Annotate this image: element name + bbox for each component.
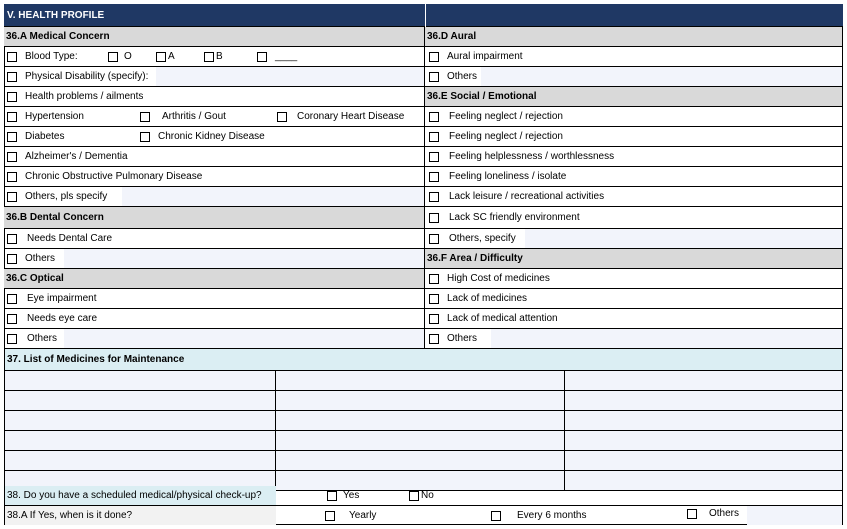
physical-disability-row: Physical Disability (specify):: [4, 67, 425, 87]
title-divider: [425, 4, 426, 27]
social-item-1-checkbox[interactable]: [429, 112, 439, 122]
medicine-cell[interactable]: [276, 391, 565, 410]
medical-concern-header: 36.A Medical Concern: [4, 27, 425, 47]
diabetes-row: Diabetes Chronic Kidney Disease: [4, 127, 425, 147]
optical-others-checkbox[interactable]: [7, 334, 17, 344]
blood-type-other-checkbox[interactable]: [257, 52, 267, 62]
blood-type-other-blank[interactable]: ____: [275, 51, 298, 62]
medicine-cell[interactable]: [5, 431, 276, 450]
dental-others-input[interactable]: [64, 249, 424, 268]
area-others-row: Others: [425, 329, 843, 349]
medicine-cell[interactable]: [565, 371, 842, 390]
medicine-cell[interactable]: [276, 431, 565, 450]
medical-others-row: Others, pls specify: [4, 187, 425, 207]
physical-disability-checkbox[interactable]: [7, 72, 17, 82]
checkup-others-input[interactable]: [747, 506, 842, 525]
social-item-5-checkbox[interactable]: [429, 192, 439, 202]
medicine-cell[interactable]: [565, 431, 842, 450]
area-item-2: Lack of medicines: [425, 289, 843, 309]
optical-others-row: Others: [4, 329, 425, 349]
aural-others-row: Others: [425, 67, 843, 87]
social-item-3: Feeling helplessness / worthlessness: [425, 147, 843, 167]
coronary-checkbox[interactable]: [277, 112, 287, 122]
copd-row: Chronic Obstructive Pulmonary Disease: [4, 167, 425, 187]
medicine-row: [4, 431, 843, 451]
checkup-when-question: 38.A If Yes, when is it done?: [7, 510, 133, 521]
social-others-row: Others, specify: [425, 229, 843, 249]
medicine-cell[interactable]: [276, 371, 565, 390]
dental-concern-header: 36.B Dental Concern: [4, 207, 425, 229]
social-emotional-header: 36.E Social / Emotional: [425, 87, 843, 107]
aural-impairment-row: Aural impairment: [425, 47, 843, 67]
social-item-2-checkbox[interactable]: [429, 132, 439, 142]
area-item-3: Lack of medical attention: [425, 309, 843, 329]
social-others-input[interactable]: [525, 229, 842, 248]
checkup-row: 38. Do you have a scheduled medical/physical check-up? Yes No: [4, 486, 843, 506]
checkup-others-checkbox[interactable]: [687, 509, 697, 519]
section-title-bar: [4, 4, 843, 27]
needs-dental-checkbox[interactable]: [7, 234, 17, 244]
aural-others-checkbox[interactable]: [429, 72, 439, 82]
medicine-row: [4, 391, 843, 411]
area-item-2-checkbox[interactable]: [429, 294, 439, 304]
medicine-row: [4, 371, 843, 391]
blood-type-o-checkbox[interactable]: [108, 52, 118, 62]
medicine-cell[interactable]: [5, 391, 276, 410]
medicine-cell[interactable]: [5, 411, 276, 430]
aural-header: 36.D Aural: [425, 27, 843, 47]
blood-type-checkbox[interactable]: [7, 52, 17, 62]
medicine-cell[interactable]: [565, 391, 842, 410]
dental-others-row: Others: [4, 249, 425, 269]
copd-checkbox[interactable]: [7, 172, 17, 182]
social-item-5: Lack leisure / recreational activities: [425, 187, 843, 207]
social-item-3-checkbox[interactable]: [429, 152, 439, 162]
medical-others-input[interactable]: [122, 187, 424, 206]
social-item-6-checkbox[interactable]: [429, 213, 439, 223]
hypertension-checkbox[interactable]: [7, 112, 17, 122]
checkup-yearly-checkbox[interactable]: [325, 511, 335, 521]
area-item-1-checkbox[interactable]: [429, 274, 439, 284]
social-item-4-checkbox[interactable]: [429, 172, 439, 182]
checkup-question-cell: [5, 486, 276, 505]
needs-eye-care-row: Needs eye care: [4, 309, 425, 329]
alzheimers-row: Alzheimer's / Dementia: [4, 147, 425, 167]
medical-others-checkbox[interactable]: [7, 192, 17, 202]
arthritis-checkbox[interactable]: [140, 112, 150, 122]
diabetes-checkbox[interactable]: [7, 132, 17, 142]
aural-impairment-checkbox[interactable]: [429, 52, 439, 62]
medicine-cell[interactable]: [565, 411, 842, 430]
blood-type-row: Blood Type: O A B ____: [4, 47, 425, 67]
checkup-when-row: 38.A If Yes, when is it done? Yearly Every 6 months Others: [4, 506, 843, 525]
hypertension-row: Hypertension Arthritis / Gout Coronary Heart Disease: [4, 107, 425, 127]
needs-eye-care-checkbox[interactable]: [7, 314, 17, 324]
checkup-no-checkbox[interactable]: [409, 491, 419, 501]
blood-type-a-checkbox[interactable]: [156, 52, 166, 62]
area-others-checkbox[interactable]: [429, 334, 439, 344]
medicine-cell[interactable]: [276, 411, 565, 430]
eye-impairment-checkbox[interactable]: [7, 294, 17, 304]
alzheimers-checkbox[interactable]: [7, 152, 17, 162]
checkup-question: 38. Do you have a scheduled medical/physical check-up?: [7, 490, 262, 501]
area-difficulty-header: 36.F Area / Difficulty: [425, 249, 843, 269]
optical-others-input[interactable]: [64, 329, 424, 348]
medicine-cell[interactable]: [276, 451, 565, 470]
area-item-3-checkbox[interactable]: [429, 314, 439, 324]
medicine-row: [4, 451, 843, 471]
checkup-when-cell: [5, 506, 276, 525]
medicine-cell[interactable]: [565, 451, 842, 470]
medicines-header: 37. List of Medicines for Maintenance: [4, 349, 843, 371]
social-item-6: Lack SC friendly environment: [425, 207, 843, 229]
dental-others-checkbox[interactable]: [7, 254, 17, 264]
medicine-cell[interactable]: [5, 371, 276, 390]
checkup-yes-checkbox[interactable]: [327, 491, 337, 501]
health-problems-checkbox[interactable]: [7, 92, 17, 102]
medicine-row: [4, 411, 843, 431]
physical-disability-input[interactable]: [156, 67, 424, 86]
kidney-checkbox[interactable]: [140, 132, 150, 142]
needs-dental-row: Needs Dental Care: [4, 229, 425, 249]
social-item-1: Feeling neglect / rejection: [425, 107, 843, 127]
checkup-every6-checkbox[interactable]: [491, 511, 501, 521]
blood-type-b-checkbox[interactable]: [204, 52, 214, 62]
eye-impairment-row: Eye impairment: [4, 289, 425, 309]
optical-header: 36.C Optical: [4, 269, 425, 289]
social-item-2: Feeling neglect / rejection: [425, 127, 843, 147]
aural-others-input[interactable]: [481, 67, 842, 86]
health-problems-row: Health problems / ailments: [4, 87, 425, 107]
medicine-cell[interactable]: [5, 451, 276, 470]
page-title: V. HEALTH PROFILE: [7, 9, 105, 21]
area-others-input[interactable]: [491, 329, 842, 348]
social-item-4: Feeling loneliness / isolate: [425, 167, 843, 187]
social-others-checkbox[interactable]: [429, 234, 439, 244]
area-item-1: High Cost of medicines: [425, 269, 843, 289]
